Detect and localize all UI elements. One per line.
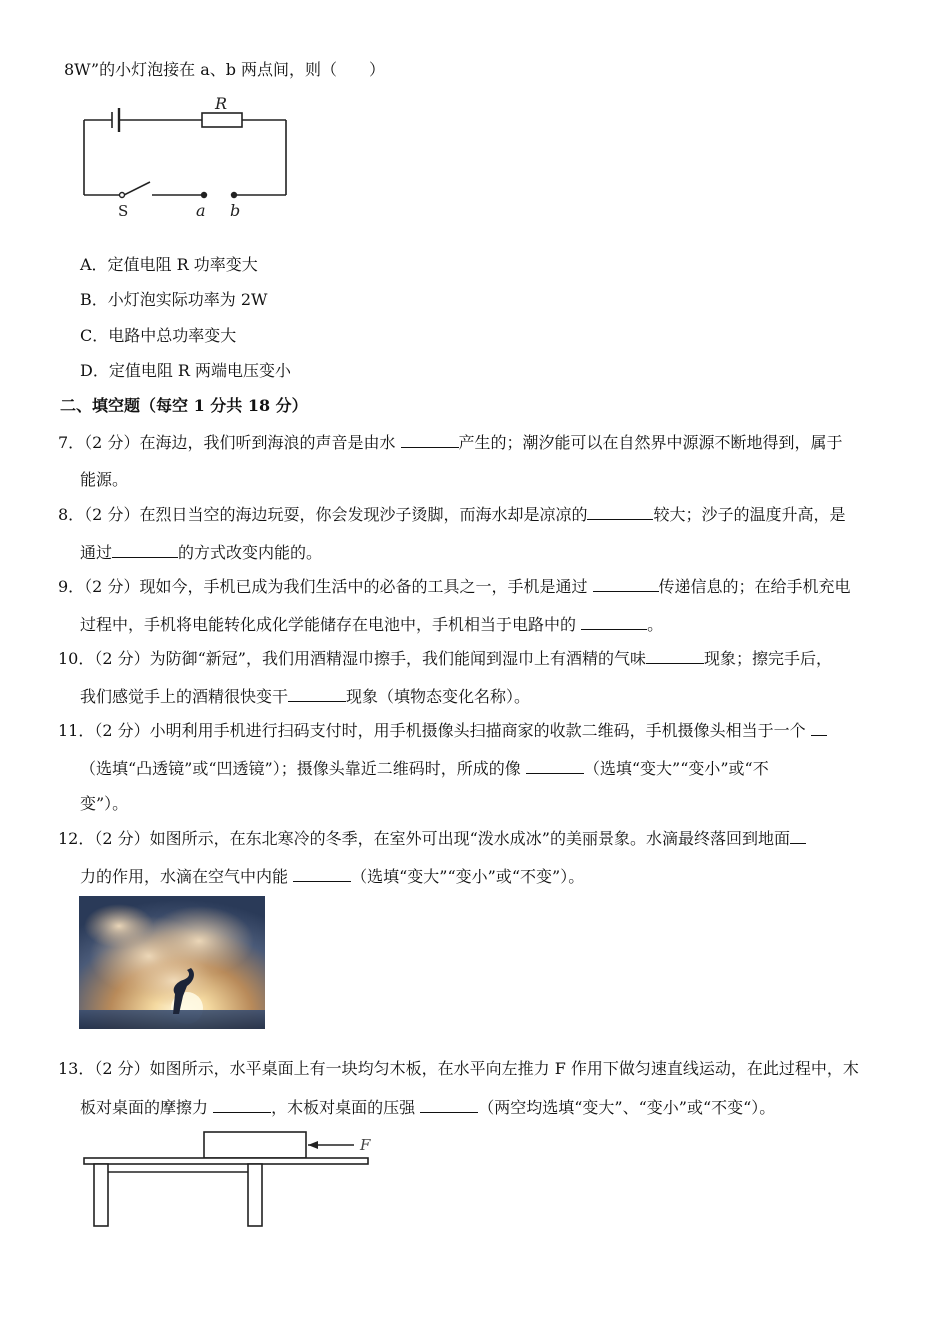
- question-13-line-1: 13．（2 分）如图所示，水平桌面上有一块均匀木板，在水平向左推力 F 作用下做匀速直线运动，在此过程中，木: [58, 1059, 859, 1078]
- question-10-text-b: 现象；擦完手后，: [704, 649, 833, 668]
- question-13-text-a: 板对桌面的摩擦力: [80, 1098, 209, 1117]
- option-c: C．电路中总功率变大: [80, 326, 237, 345]
- answer-blank: [112, 541, 178, 558]
- answer-blank: [593, 575, 659, 592]
- question-11-line-2: [80, 757, 769, 780]
- question-7-line-1: [58, 431, 843, 454]
- question-9-text-a: 9．（2 分）现如今，手机已成为我们生活中的必备的工具之一，手机是通过: [58, 577, 588, 596]
- answer-blank: [293, 865, 351, 882]
- question-11-text-a: 11．（2 分）小明利用手机进行扫码支付时，用手机摄像头扫描商家的收款二维码，手机摄像头相当于一个: [58, 721, 806, 740]
- circuit-diagram: [74, 90, 304, 220]
- question-9-line-1: [58, 575, 851, 598]
- answer-blank: [790, 827, 806, 844]
- answer-blank: [587, 503, 653, 520]
- question-10-text-a: 10．（2 分）为防御“新冠”，我们用酒精湿巾擦手，我们能闻到湿巾上有酒精的气味: [58, 649, 646, 668]
- answer-blank: [288, 685, 346, 702]
- question-9-line-2: [80, 613, 663, 636]
- question-6-stem-tail: 8W”的小灯泡接在 a、b 两点间，则（ ）: [64, 60, 386, 79]
- question-12-text-a: 12．（2 分）如图所示，在东北寒冷的冬季，在室外可出现“泼水成冰”的美丽景象。水滴最终落回到地面: [58, 829, 790, 848]
- option-b: B．小灯泡实际功率为 2W: [80, 290, 268, 309]
- resistor-label: R: [215, 94, 228, 113]
- splash-ice-photo: [79, 896, 265, 1029]
- question-12-text-b: 力的作用，水滴在空气中内能: [80, 867, 289, 886]
- question-12-text-c: （选填“变大”“变小”或“不变”）。: [351, 867, 585, 886]
- question-8-text-c: 通过: [80, 543, 113, 562]
- question-8-text-b: 较大；沙子的温度升高，是: [653, 505, 846, 524]
- question-8-line-1: [58, 503, 845, 526]
- answer-blank: [213, 1096, 271, 1113]
- question-11-line-1: [58, 719, 827, 742]
- question-10-line-2: [80, 685, 530, 708]
- question-11-text-b: （选填“凸透镜”或“凹透镜”）；摄像头靠近二维码时，所成的像: [80, 759, 521, 778]
- answer-blank: [811, 719, 827, 736]
- answer-blank: [646, 647, 704, 664]
- question-7-line-2: 能源。: [80, 470, 129, 489]
- question-13-line-2: [80, 1096, 775, 1119]
- point-b-label: b: [230, 201, 241, 220]
- question-7-text-a: 7．（2 分）在海边，我们听到海浪的声音是由水: [58, 433, 396, 452]
- question-8-text-d: 的方式改变内能的。: [178, 543, 323, 562]
- question-8-line-2: [80, 541, 322, 564]
- question-9-text-d: 。: [647, 615, 664, 634]
- question-9-text-c: 过程中，手机将电能转化成化学能储存在电池中，手机相当于电路中的: [80, 615, 577, 634]
- question-10-line-1: [58, 647, 832, 670]
- section-title: 二、填空题（每空 1 分共 18 分）: [60, 396, 308, 415]
- table-board-diagram: [80, 1126, 380, 1236]
- question-8-text-a: 8．（2 分）在烈日当空的海边玩耍，你会发现沙子烫脚，而海水却是凉凉的: [58, 505, 588, 524]
- question-10-text-c: 我们感觉手上的酒精很快变干: [80, 687, 289, 706]
- answer-blank: [526, 757, 584, 774]
- option-a: A．定值电阻 R 功率变大: [80, 255, 258, 274]
- question-11-line-3: 变”）。: [80, 794, 129, 813]
- question-12-line-2: [80, 865, 584, 888]
- question-10-text-d: 现象（填物态变化名称）。: [346, 687, 531, 706]
- force-label: F: [360, 1136, 371, 1154]
- answer-blank: [401, 431, 459, 448]
- question-13-text-c: （两空均选填“变大”、“变小”或“不变“）。: [478, 1098, 776, 1117]
- answer-blank: [420, 1096, 478, 1113]
- question-12-line-1: [58, 827, 806, 850]
- option-d: D．定值电阻 R 两端电压变小: [80, 361, 292, 380]
- answer-blank: [581, 613, 647, 630]
- point-a-label: a: [196, 201, 206, 220]
- question-7-text-b: 产生的；潮汐能可以在自然界中源源不断地得到，属于: [458, 433, 843, 452]
- switch-label: S: [118, 202, 129, 220]
- question-9-text-b: 传递信息的；在给手机充电: [658, 577, 851, 596]
- question-13-text-b: ，木板对桌面的压强: [271, 1098, 416, 1117]
- question-11-text-c: （选填“变大”“变小”或“不: [583, 759, 769, 778]
